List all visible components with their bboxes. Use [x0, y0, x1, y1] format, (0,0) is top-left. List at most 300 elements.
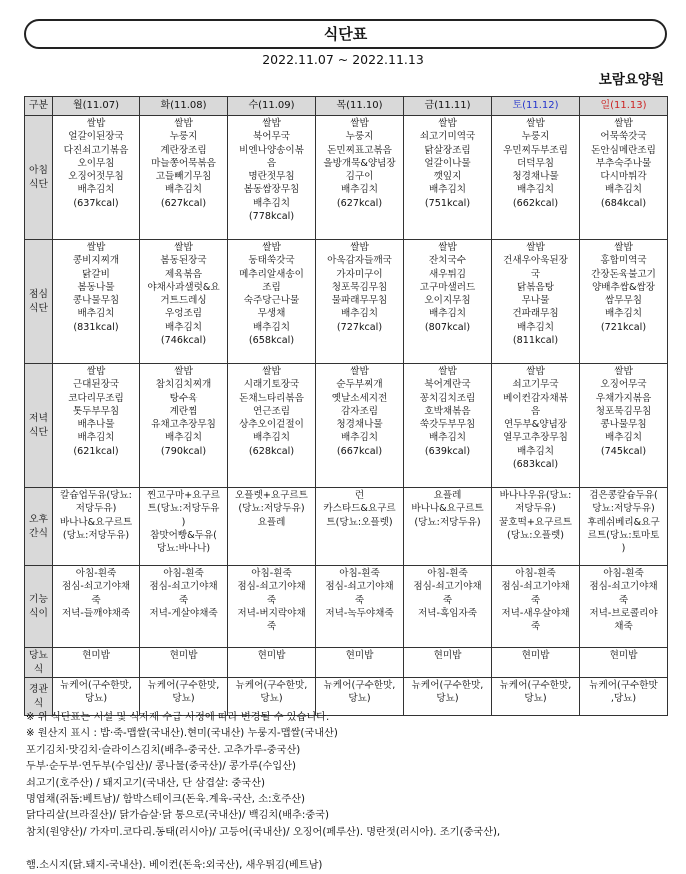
menu-item: 청포묵김무침	[331, 281, 388, 293]
day-header-mon: 월(11.07)	[53, 97, 140, 116]
menu-item: (627kcal)	[160, 197, 207, 209]
menu-item: 양배추쌈&쌈장	[591, 281, 656, 293]
menu-item: 배추김치	[604, 184, 643, 196]
menu-item: 쌀밥	[438, 242, 457, 253]
menu-item: 저녁-새우살야채	[501, 607, 570, 619]
menu-item: 쌀밥	[86, 242, 106, 253]
menu-item: 아침-흰죽	[163, 568, 204, 579]
menu-cell-dinner-fri	[404, 364, 492, 488]
menu-item: 동태쑥갓국	[248, 255, 295, 267]
day-header-sun: 일(11.13)	[580, 97, 668, 116]
menu-item: 배추김치	[252, 197, 291, 209]
menu-item: 당뇨:저당두유)	[592, 503, 655, 515]
menu-cell-dinner-wed	[228, 364, 316, 488]
menu-cell-lunch-mon	[53, 240, 140, 364]
menu-title: 식단표	[24, 19, 667, 49]
menu-item: 거트드레싱	[160, 295, 207, 307]
menu-cell-dinner-thu	[316, 364, 404, 488]
row-lunch	[25, 240, 668, 364]
menu-item: 죽	[530, 594, 541, 606]
menu-item: 현미밥	[82, 650, 110, 661]
menu-item: 봄동쌈장무침	[243, 184, 300, 196]
menu-item: 죽	[91, 594, 101, 606]
row-label-dinner	[25, 364, 53, 488]
menu-item: 죽	[354, 594, 365, 606]
menu-item: 계란장조림	[160, 144, 207, 156]
menu-cell-snack-wed	[228, 488, 316, 566]
date-range: 2022.11.07 ~ 2022.11.13	[262, 52, 424, 67]
weekly-menu-table	[24, 96, 668, 716]
menu-item: 얼갈이된장국	[68, 131, 124, 143]
menu-cell-breakfast-thu	[316, 116, 404, 240]
menu-item: 건파래무침	[512, 308, 559, 320]
menu-item: 봄동나물	[77, 281, 115, 293]
menu-item: (628kcal)	[248, 445, 295, 457]
menu-item: 호박채볶음	[424, 405, 471, 417]
menu-item: 어묵쑥갓국	[600, 131, 647, 143]
menu-item: (778kcal)	[248, 211, 295, 223]
menu-item: 배추김치	[252, 432, 291, 444]
row-label-line: 식	[33, 697, 44, 709]
row-label-snack	[25, 488, 53, 566]
row-label-line: 아침	[29, 164, 48, 176]
menu-cell-breakfast-mon	[53, 116, 140, 240]
menu-item: 배추김치	[340, 308, 379, 320]
menu-item: 검은콩칼슘두유(	[589, 490, 658, 501]
menu-cell-breakfast-sun	[580, 116, 668, 240]
menu-cell-diabetic-diet-thu	[316, 648, 404, 678]
menu-item: 바나나우유(당뇨:	[499, 490, 572, 501]
menu-item: (637kcal)	[73, 197, 119, 209]
note-line: ※ 위 식단표는 시설 및 식자재 수급 사정에 따라 변경될 수 있습니다.	[26, 712, 330, 723]
menu-item: 죽	[266, 594, 277, 606]
menu-item: 쌈무무침	[604, 295, 643, 307]
menu-item: 현미밥	[345, 650, 374, 661]
menu-item: (721kcal)	[600, 321, 647, 333]
note-line: 닭다리살(브라질산)/ 닭가슴살·닭 통으로(국내산)/ 백김치(배추:중국)	[26, 810, 329, 822]
menu-item: 누룽지	[521, 131, 550, 143]
menu-cell-therapeutic-diet-sun	[580, 566, 668, 648]
menu-cell-diabetic-diet-mon	[53, 648, 140, 678]
row-label-line: 경관	[29, 683, 48, 695]
menu-item: 점심-쇠고기야채	[237, 581, 306, 593]
menu-item: 저녁-버지락야채	[237, 607, 306, 619]
row-label-line: 식단	[29, 426, 48, 438]
menu-item: 건새우아욱된장	[503, 255, 568, 267]
menu-cell-snack-thu	[316, 488, 404, 566]
menu-cell-snack-sun	[580, 488, 668, 566]
row-label-line: 식	[33, 663, 44, 675]
menu-item: 저녁-녹두야채죽	[325, 607, 394, 619]
menu-item: 꽁치김치조림	[419, 392, 476, 404]
menu-item: 배추김치	[77, 432, 115, 444]
menu-cell-breakfast-sat	[492, 116, 580, 240]
menu-item: 당뇨)	[348, 693, 371, 705]
menu-item: 콩비지찌개	[72, 255, 120, 267]
menu-item: 고구마샐러드	[419, 281, 476, 293]
menu-item: 가자미구이	[336, 268, 383, 280]
menu-item: 고들빼기무침	[155, 171, 212, 183]
menu-item: 배추김치	[428, 184, 467, 196]
row-label-line: 간식	[29, 527, 48, 539]
menu-item: 뉴케어(구수한맛,	[411, 680, 484, 691]
menu-item: 뉴케어(구수한맛	[589, 680, 658, 691]
note-line: 포기김치·맛김치·슬라이스김치(배추-중국산. 고추가루-중국산)	[26, 744, 301, 756]
note-line	[26, 841, 676, 857]
menu-item: 쌀밥	[350, 118, 369, 129]
note-line: 햄.소시지(닭.돼지-국내산). 베이컨(돈육:외국산), 새우튀김(베트남)	[26, 859, 323, 871]
menu-item: 뉴케어(구수한맛,	[323, 680, 396, 691]
menu-item: 배추김치	[340, 184, 379, 196]
menu-item: 바나나&요구르트	[411, 503, 484, 515]
menu-item: 우민찌두부조림	[503, 144, 568, 156]
menu-item: 참치김치찌개	[155, 379, 212, 391]
menu-cell-snack-sat	[492, 488, 580, 566]
menu-item: 현미밥	[257, 650, 286, 661]
menu-cell-therapeutic-diet-sat	[492, 566, 580, 648]
header-row	[25, 97, 668, 116]
menu-item: 김구이	[345, 171, 374, 183]
menu-item: 당뇨)	[172, 693, 195, 705]
menu-cell-snack-tue	[140, 488, 228, 566]
facility-name: 보람요양원	[598, 72, 664, 88]
menu-item: 열무고추장무침	[503, 432, 568, 444]
menu-item: 아침-흰죽	[339, 568, 380, 579]
menu-item: 죽	[442, 594, 453, 606]
menu-item: 아욱감자들깨국	[327, 255, 392, 267]
menu-item: 돈채느타리볶음	[239, 392, 304, 404]
menu-cell-diabetic-diet-wed	[228, 648, 316, 678]
menu-item: 저당두유)	[75, 503, 117, 515]
menu-item: 점심-쇠고기야채	[413, 581, 482, 593]
menu-cell-breakfast-tue	[140, 116, 228, 240]
menu-item: 아침-흰죽	[427, 568, 468, 579]
menu-item: 톳두부무침	[72, 405, 120, 417]
menu-item: 점심-쇠고기야채	[61, 581, 131, 593]
menu-item: (당뇨:저당두유)	[414, 516, 481, 528]
menu-item: 오이무침	[77, 157, 115, 169]
menu-item: 새우튀김	[428, 268, 467, 280]
menu-item: (621kcal)	[73, 445, 119, 457]
menu-item: 쌀밥	[526, 118, 545, 129]
menu-item: 간장돈육불고기	[591, 268, 656, 280]
menu-item: 저녁-게살야채죽	[149, 607, 218, 619]
menu-item: 옛날소세지전	[331, 392, 388, 404]
menu-item: (683kcal)	[512, 459, 559, 471]
menu-item: 숙주당근나물	[243, 295, 300, 307]
menu-item: 무나물	[521, 295, 550, 307]
menu-item: 오징어젓무침	[68, 171, 124, 183]
menu-item: 무생채	[257, 308, 286, 320]
menu-cell-diabetic-diet-fri	[404, 648, 492, 678]
menu-item: (807kcal)	[424, 321, 471, 333]
menu-item: 얼갈이나물	[424, 157, 471, 169]
menu-item: 아침-흰죽	[603, 568, 644, 579]
menu-item: (751kcal)	[424, 197, 471, 209]
note-line: ※ 원산지 표시 : 밥·죽-맵쌀(국내산).현미(국내산) 누룽지-맵쌀(국내산)	[26, 728, 338, 740]
menu-item: 쌀밥	[86, 366, 106, 377]
day-header-sat: 토(11.12)	[492, 97, 580, 116]
menu-item: (811kcal)	[512, 335, 559, 347]
menu-item: 국	[530, 268, 541, 280]
menu-cell-therapeutic-diet-wed	[228, 566, 316, 648]
row-diabetic-diet	[25, 648, 668, 678]
category-header: 구분	[25, 97, 53, 116]
menu-item: 뉴케어(구수한맛,	[147, 680, 220, 691]
menu-item: 배추나물	[77, 419, 115, 431]
menu-item: (684kcal)	[600, 197, 647, 209]
menu-item: 쌀밥	[438, 118, 457, 129]
menu-item: 배추김치	[77, 308, 115, 320]
menu-item: 상추오이겉절이	[239, 419, 304, 431]
menu-cell-snack-fri	[404, 488, 492, 566]
menu-item: 유채고추장무침	[151, 419, 216, 431]
menu-item: 북어무국	[252, 131, 291, 143]
menu-item: 쌀밥	[262, 366, 281, 377]
menu-item: 코다리무조림	[68, 392, 124, 404]
menu-item: (746kcal)	[160, 335, 207, 347]
menu-item: 저녁-들깨야채죽	[61, 607, 131, 619]
row-label-therapeutic-diet	[25, 566, 53, 648]
row-dinner	[25, 364, 668, 488]
day-header-fri: 금(11.11)	[404, 97, 492, 116]
menu-item: 홍합미역국	[600, 255, 647, 267]
menu-item: 배추김치	[516, 445, 555, 457]
menu-item: 베이컨감자채볶	[503, 392, 568, 404]
menu-item: 배추김치	[604, 432, 643, 444]
row-label-breakfast	[25, 116, 53, 240]
menu-item: 쌀밥	[174, 118, 193, 129]
menu-cell-lunch-thu	[316, 240, 404, 364]
menu-item: (627kcal)	[336, 197, 383, 209]
menu-item: 돈안심메란조림	[591, 144, 656, 156]
menu-item: 마늘쫑어묵볶음	[151, 157, 216, 169]
menu-item: 잔치국수	[428, 255, 467, 267]
menu-item: 야채사과샐럿&요	[147, 281, 220, 293]
menu-item: 저녁-흑임자죽	[417, 607, 478, 619]
menu-item: 쌀밥	[174, 242, 193, 253]
menu-item: 쌀밥	[262, 242, 281, 253]
menu-item: 현미밥	[609, 650, 638, 661]
menu-item: 닭갈비	[82, 268, 110, 280]
menu-item: 쌀밥	[350, 366, 369, 377]
day-header-thu: 목(11.10)	[316, 97, 404, 116]
menu-cell-therapeutic-diet-thu	[316, 566, 404, 648]
menu-item: 탕수육	[169, 392, 198, 404]
origin-notes	[26, 710, 676, 874]
menu-item: (당뇨:저당두유)	[238, 503, 305, 515]
menu-item: (639kcal)	[424, 445, 471, 457]
menu-item: 요플레	[433, 490, 462, 501]
menu-item: 배추김치	[428, 308, 467, 320]
menu-cell-diabetic-diet-sat	[492, 648, 580, 678]
menu-item: 계란찜	[169, 405, 198, 417]
menu-item: 쌀밥	[350, 242, 369, 253]
row-label-diabetic-diet	[25, 648, 53, 678]
menu-item: 꿀호떡+요구르트	[499, 516, 572, 528]
menu-item: 죽	[266, 621, 277, 633]
menu-item: 쌀밥	[86, 118, 106, 129]
row-label-line: 식이	[29, 607, 48, 619]
menu-item: 칼슘업두유(당뇨:	[60, 490, 132, 501]
row-label-line: 식단	[29, 302, 48, 314]
row-label-lunch	[25, 240, 53, 364]
menu-item: 음	[266, 157, 277, 169]
menu-item: (790kcal)	[160, 445, 207, 457]
menu-item: 메추리알새송이	[239, 268, 304, 280]
menu-cell-dinner-sun	[580, 364, 668, 488]
menu-item: 당뇨)	[436, 693, 459, 705]
menu-item: 콩나물무침	[600, 419, 647, 431]
menu-item: 쌀밥	[438, 366, 457, 377]
row-label-line: 당뇨	[29, 649, 48, 661]
menu-item: 뉴케어(구수한맛,	[235, 680, 308, 691]
row-therapeutic-diet	[25, 566, 668, 648]
menu-item: 뉴케어(구수한맛,	[60, 680, 132, 691]
menu-cell-therapeutic-diet-mon	[53, 566, 140, 648]
menu-item: 배추김치	[164, 432, 203, 444]
menu-item: 순두부찌개	[336, 379, 383, 391]
menu-item: 아침-흰죽	[515, 568, 556, 579]
menu-item: (727kcal)	[336, 321, 383, 333]
note-line: 두부·순두부·연두부(수입산)/ 콩나물(중국산)/ 콩가루(수입산)	[26, 761, 297, 773]
menu-item: 저녁-브로콜리야	[589, 607, 658, 619]
menu-item: 비엔나양송이볶	[239, 144, 304, 156]
menu-item: 찐고구마+요구르	[147, 490, 220, 501]
menu-item: 죽	[618, 594, 629, 606]
menu-item: 카스타드&요구르	[323, 503, 396, 515]
menu-item: 우채가지볶음	[595, 392, 652, 404]
menu-item: 아침-흰죽	[75, 568, 117, 579]
row-label-line: 점심	[29, 288, 48, 300]
menu-item: 요플레	[257, 516, 286, 528]
menu-item: 다진쇠고기볶음	[63, 144, 129, 156]
menu-item: 청경채나물	[336, 419, 383, 431]
menu-item: 깻잎지	[433, 171, 462, 183]
menu-cell-lunch-tue	[140, 240, 228, 364]
menu-item: 음	[530, 405, 541, 417]
note-line: 참치(원양산)/ 가자미.코다리.동태(러시아)/ 고등어(국내산)/ 오징어(페루산). 명란젓(러시아). 조기(중국산),	[26, 826, 501, 838]
row-label-line: 오후	[29, 513, 48, 525]
menu-item: 점심-쇠고기야채	[149, 581, 218, 593]
row-breakfast	[25, 116, 668, 240]
menu-item: 배추김치	[164, 184, 203, 196]
menu-item: 참맛어빵&두유(	[150, 529, 217, 541]
menu-cell-snack-mon	[53, 488, 140, 566]
menu-item: 감자조림	[340, 405, 379, 417]
menu-item: 조림	[262, 281, 281, 293]
menu-item: 청경채나물	[512, 171, 559, 183]
menu-item: 쇠고기미역국	[419, 131, 476, 143]
day-header-wed: 수(11.09)	[228, 97, 316, 116]
menu-item: (당뇨:오플렛)	[506, 529, 565, 541]
menu-item: 오이지무침	[424, 295, 471, 307]
menu-item: 후레쉬베리&요구	[587, 516, 660, 528]
menu-item: 트(당뇨:저당두유	[147, 503, 220, 515]
menu-item: 누룽지	[345, 131, 374, 143]
menu-item: 누룽지	[169, 131, 198, 143]
menu-item: 점심-쇠고기야채	[589, 581, 658, 593]
menu-item: 쌀밥	[174, 366, 193, 377]
menu-cell-diabetic-diet-tue	[140, 648, 228, 678]
menu-item: 르트(당뇨:토마토	[587, 529, 660, 541]
menu-item: 배추김치	[516, 321, 555, 333]
menu-cell-lunch-fri	[404, 240, 492, 364]
menu-item: 쌀밥	[262, 118, 281, 129]
menu-cell-dinner-tue	[140, 364, 228, 488]
menu-item: 당뇨)	[260, 693, 283, 705]
menu-item: 런	[354, 490, 365, 501]
menu-item: 북어계란국	[424, 379, 471, 391]
row-snack	[25, 488, 668, 566]
menu-item: 쌀밥	[614, 366, 633, 377]
note-line: 명엽채(쥐돔:베트남)/ 함박스테이크(돈육.계육-국산, 소:호주산)	[26, 794, 306, 806]
menu-item: 뉴케어(구수한맛,	[499, 680, 572, 691]
row-label-line: 기능	[29, 593, 48, 605]
menu-item: )	[181, 516, 186, 528]
menu-item: 점심-쇠고기야채	[325, 581, 394, 593]
menu-item: (662kcal)	[512, 197, 559, 209]
menu-item: 점심-쇠고기야채	[501, 581, 570, 593]
menu-item: ,당뇨)	[610, 693, 637, 705]
menu-item: 콩나물무침	[72, 295, 120, 307]
menu-item: 올방개묵&양념장	[323, 157, 396, 169]
menu-item: 트(당뇨:오플렛)	[326, 516, 393, 528]
menu-item: (831kcal)	[73, 321, 119, 333]
menu-item: 현미밥	[433, 650, 462, 661]
menu-item: 당뇨:바나나)	[156, 543, 211, 555]
menu-item: 배추김치	[77, 184, 115, 196]
menu-cell-lunch-wed	[228, 240, 316, 364]
day-header-tue: 화(11.08)	[140, 97, 228, 116]
menu-item: 바나나&요구르트	[59, 516, 133, 528]
menu-item: 쌀밥	[526, 242, 545, 253]
menu-item: 시래기토장국	[243, 379, 300, 391]
menu-item: 당뇨)	[524, 693, 547, 705]
menu-item: 배추김치	[428, 432, 467, 444]
menu-item: 제육볶음	[164, 268, 203, 280]
menu-item: 쌀밥	[526, 366, 545, 377]
menu-cell-dinner-sat	[492, 364, 580, 488]
menu-item: 오플렛+요구르트	[235, 490, 308, 501]
menu-item: 쇠고기무국	[512, 379, 559, 391]
menu-item: 배추김치	[252, 321, 291, 333]
menu-cell-diabetic-diet-sun	[580, 648, 668, 678]
menu-item: 닭살장조림	[424, 144, 471, 156]
menu-item: 배추김치	[164, 321, 203, 333]
menu-cell-breakfast-fri	[404, 116, 492, 240]
menu-item: )	[621, 543, 626, 555]
menu-item: 죽	[530, 621, 541, 633]
menu-item: 청포묵김무침	[595, 405, 652, 417]
menu-item: 돈민찌표고볶음	[327, 144, 392, 156]
menu-cell-therapeutic-diet-tue	[140, 566, 228, 648]
menu-item: 봄동된장국	[160, 255, 207, 267]
menu-item: 배추김치	[516, 184, 555, 196]
menu-cell-therapeutic-diet-fri	[404, 566, 492, 648]
menu-cell-lunch-sun	[580, 240, 668, 364]
menu-cell-breakfast-wed	[228, 116, 316, 240]
menu-item: (745kcal)	[600, 445, 647, 457]
menu-item: 배추김치	[340, 432, 379, 444]
menu-item: 죽	[178, 594, 189, 606]
menu-item: 근대된장국	[72, 379, 120, 391]
menu-item: 쑥갓두부무침	[419, 419, 476, 431]
menu-item: 현미밥	[169, 650, 198, 661]
menu-item: 연두부&양념장	[503, 419, 568, 431]
menu-item: 닭볶음탕	[516, 281, 555, 293]
menu-item: 쌀밥	[614, 242, 633, 253]
